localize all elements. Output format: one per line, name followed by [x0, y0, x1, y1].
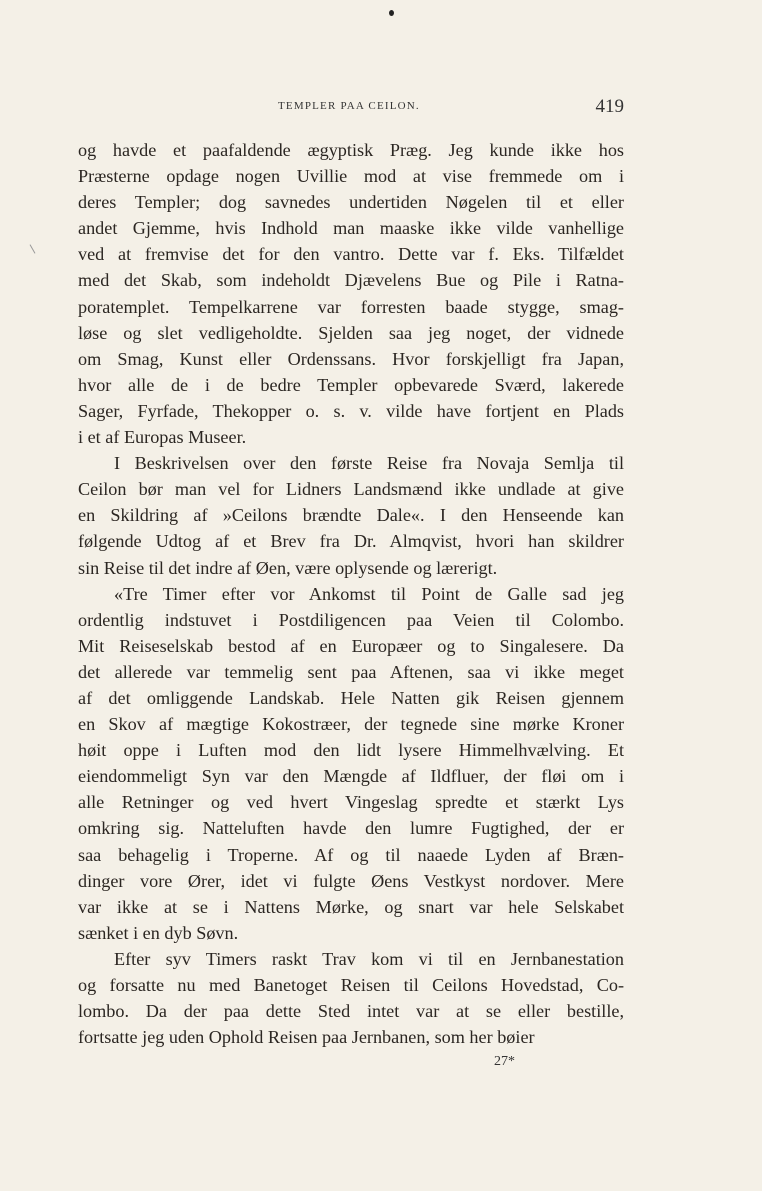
- text-line: Efter syv Timers raskt Trav kom vi til en Jernbanestation: [114, 948, 624, 969]
- text-line: løse og slet vedligeholdte. Sjelden saa jeg noget, der vidnede: [78, 322, 624, 343]
- text-line: og forsatte nu med Banetoget Reisen til Ceilons Hovedstad, Co-: [78, 975, 624, 995]
- text-line: og havde et paafaldende ægyptisk Præg. Jeg kunde ikke hos: [78, 140, 624, 160]
- text-line: ordentlig indstuvet i Postdiligencen paa Veien til Colombo.: [78, 609, 624, 630]
- paragraph: [78, 137, 624, 450]
- text-line: deres Templer; dog savnedes undertiden Nøgelen til et eller: [78, 192, 624, 213]
- running-head: TEMPLER PAA CEILON.: [278, 100, 420, 112]
- text-line: «Tre Timer efter vor Ankomst til Point de Galle sad jeg: [114, 583, 624, 604]
- text-line: lombo. Da der paa dette Sted intet var at se eller bestille,: [78, 1001, 624, 1022]
- text-line: poratemplet. Tempelkarrene var forresten baade stygge, smag-: [78, 296, 624, 317]
- text-line: Sager, Fyrfade, Thekopper o. s. v. vilde have fortjent en Plads: [78, 400, 624, 421]
- text-line: Mit Reiseselskab bestod af en Europæer og to Singalesere. Da: [78, 635, 624, 656]
- text-line: var ikke at se i Nattens Mørke, og snart var hele Selskabet: [78, 896, 624, 917]
- text-line: hvor alle de i de bedre Templer opbevarede Sværd, lakerede: [78, 374, 624, 395]
- text-line: eiendommeligt Syn var den Mængde af Ildfluer, der fløi om i: [78, 766, 624, 787]
- text-line: omkring sig. Natteluften havde den lumre Fugtighed, der er: [78, 818, 624, 839]
- text-line: af det omliggende Landskab. Hele Natten gik Reisen gjennem: [78, 687, 624, 708]
- margin-mark: [30, 244, 36, 253]
- text-line: høit oppe i Luften mod den lidt lysere Himmelhvælving. Et: [78, 740, 624, 761]
- text-line: en Skov af mægtige Kokostræer, der tegnede sine mørke Kroner: [78, 714, 624, 735]
- text-line: Ceilon bør man vel for Lidners Landsmænd ikke undlade at give: [78, 479, 624, 500]
- text-line: andet Gjemme, hvis Indhold man maaske ikke vilde vanhellige: [78, 218, 624, 239]
- signature-mark: 27*: [494, 1054, 515, 1069]
- text-line: om Smag, Kunst eller Ordenssans. Hvor forskjelligt fra Japan,: [78, 348, 624, 369]
- ink-dot: [389, 10, 394, 16]
- paragraph: [78, 450, 624, 580]
- text-line: fortsatte jeg uden Ophold Reisen paa Jernbanen, som her bøier: [78, 1027, 535, 1048]
- text-line: en Skildring af »Ceilons brændte Dale«. I den Henseende kan: [78, 505, 624, 526]
- text-line: det allerede var temmelig sent paa Aftenen, saa vi ikke meget: [78, 661, 624, 682]
- text-line: alle Retninger og ved hvert Vingeslag spredte et stærkt Lys: [78, 792, 624, 813]
- text-line: Præsterne opdage nogen Uvillie mod at vise fremmede om i: [78, 166, 624, 187]
- text-line: I Beskrivelsen over den første Reise fra Novaja Semlja til: [114, 453, 624, 474]
- text-line: følgende Udtog af et Brev fra Dr. Almqvist, hvori han skildrer: [78, 531, 624, 552]
- paragraph: [78, 946, 624, 1050]
- body-text: [78, 137, 624, 1050]
- page-number: 419: [595, 96, 624, 117]
- text-line: sænket i en dyb Søvn.: [78, 922, 239, 943]
- text-line: sin Reise til det indre af Øen, være oplysende og lærerigt.: [78, 557, 498, 578]
- text-line: med det Skab, som indeholdt Djævelens Bue og Pile i Ratna-: [78, 270, 624, 291]
- page-header: [78, 96, 624, 126]
- paragraph: [78, 581, 624, 946]
- text-line: dinger vore Ører, idet vi fulgte Øens Vestkyst nordover. Mere: [78, 870, 624, 891]
- text-line: saa behagelig i Troperne. Af og til naaede Lyden af Bræn-: [78, 844, 624, 865]
- text-line: ved at fremvise det for den vantro. Dette var f. Eks. Tilfældet: [78, 244, 624, 265]
- text-line: i et af Europas Museer.: [78, 427, 247, 448]
